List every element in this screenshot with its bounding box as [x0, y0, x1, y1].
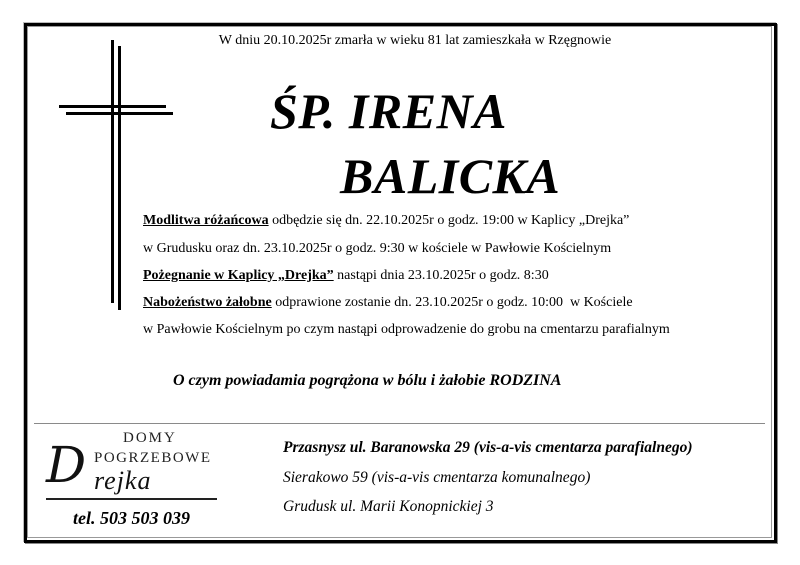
logo-underline	[46, 498, 217, 500]
info-line-funeral-mass	[143, 295, 633, 311]
info-text: odprawione zostanie dn. 23.10.2025r o godz. 10:00 w Kościele	[271, 295, 633, 310]
cross-horizontal-line-2	[66, 112, 173, 115]
death-announcement-text: W dniu 20.10.2025r zmarła w wieku 81 lat zamieszkała w Rzęgnowie	[218, 33, 612, 48]
logo-name-rest: rejka	[94, 466, 152, 495]
info-line-rosary	[143, 213, 629, 229]
info-line-farewell	[143, 268, 549, 284]
logo-line-pogrzebowe: POGRZEBOWE	[94, 450, 212, 466]
info-text: nastąpi dnia 23.10.2025r o godz. 8:30	[333, 268, 549, 283]
family-notice: O czym powiadamia pogrążona w bólu i żałobie RODZINA	[173, 372, 562, 389]
address-grudusk: Grudusk ul. Marii Konopnickiej 3	[283, 498, 494, 515]
footer-separator	[34, 423, 765, 424]
info-text: odbędzie się dn. 22.10.2025r o godz. 19:00 w Kaplicy „Drejka”	[268, 213, 630, 228]
cross-vertical-line-1	[111, 40, 114, 303]
logo-initial-d: D	[46, 436, 87, 494]
cross-horizontal-line-1	[59, 105, 166, 108]
info-heading-farewell: Pożegnanie w Kaplicy „Drejka”	[143, 268, 334, 283]
deceased-name-line-1: ŚP. IRENA	[270, 83, 508, 139]
info-heading-rosary: Modlitwa różańcowa	[143, 213, 269, 228]
cross-vertical-line-2	[118, 46, 121, 310]
phone-number: tel. 503 503 039	[73, 508, 190, 528]
deceased-name-line-2: BALICKA	[340, 148, 561, 204]
info-text: w Grudusku oraz dn. 23.10.2025r o godz. 9:30 w kościele w Pawłowie Kościelnym	[143, 241, 612, 256]
info-text: w Pawłowie Kościelnym po czym nastąpi odprowadzenie do grobu na cmentarzu parafialnym	[143, 322, 670, 337]
address-sierakowo: Sierakowo 59 (vis-a-vis cmentarza komunalnego)	[283, 469, 591, 486]
info-line-funeral-mass-cont	[143, 322, 670, 338]
info-line-rosary-cont	[143, 241, 611, 257]
info-heading-funeral-mass: Nabożeństwo żałobne	[143, 295, 272, 310]
address-przasnysz: Przasnysz ul. Baranowska 29 (vis-a-vis cmentarza parafialnego)	[283, 439, 693, 456]
logo-line-domy: DOMY	[123, 430, 177, 446]
